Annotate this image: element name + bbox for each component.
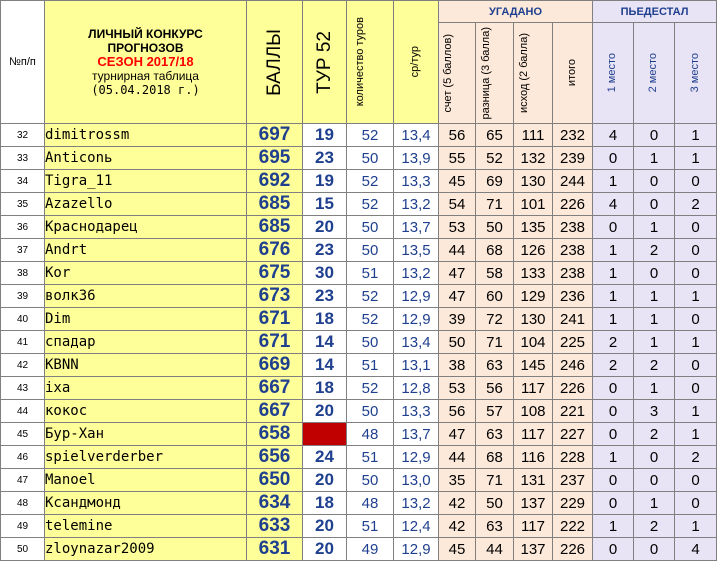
points-value: 667 [247,400,303,423]
guessed-diff: 71 [476,193,514,216]
round-points: 19 [303,124,347,147]
row-number: 32 [1,124,45,147]
guessed-score: 44 [439,239,476,262]
guessed-total: 226 [553,377,593,400]
place1-count: 0 [593,492,634,515]
guessed-score: 53 [439,216,476,239]
guessed-outcome: 104 [514,331,553,354]
tours-count: 50 [347,147,394,170]
guessed-diff: 52 [476,147,514,170]
table-row [1,538,717,561]
round-points [303,423,347,446]
place3-header [675,23,717,124]
participant-name: KBNN [45,354,247,377]
place1-header [593,23,634,124]
table-row [1,377,717,400]
guessed-score: 47 [439,423,476,446]
points-value: 631 [247,538,303,561]
tours-count: 50 [347,469,394,492]
guessed-score: 45 [439,538,476,561]
guessed-total: 222 [553,515,593,538]
guessed-outcome: 137 [514,538,553,561]
guessed-total: 239 [553,147,593,170]
place3-count: 0 [675,308,717,331]
guessed-diff: 68 [476,446,514,469]
place1-count: 0 [593,147,634,170]
round-points: 20 [303,538,347,561]
guessed-score: 44 [439,446,476,469]
participant-name: Dim [45,308,247,331]
guessed-outcome: 117 [514,377,553,400]
row-number: 41 [1,331,45,354]
points-header-label: БАЛЛЫ [263,28,285,96]
round-points: 18 [303,308,347,331]
place3-count: 0 [675,354,717,377]
participant-name: zloynazar2009 [45,538,247,561]
avg-per-tour: 13,3 [394,170,439,193]
round-header [303,1,347,124]
place3-count: 2 [675,446,717,469]
avg-per-tour: 12,9 [394,446,439,469]
total-header-label: итого [565,59,578,87]
guessed-outcome: 116 [514,446,553,469]
guessed-outcome: 117 [514,423,553,446]
place3-header-label: 3 место [688,53,701,93]
points-value: 685 [247,216,303,239]
avg-per-tour: 13,1 [394,354,439,377]
place2-count: 0 [634,469,675,492]
table-row [1,147,717,170]
guessed-diff: 57 [476,400,514,423]
round-points: 20 [303,469,347,492]
round-points: 18 [303,377,347,400]
row-number: 50 [1,538,45,561]
place2-count: 1 [634,147,675,170]
round-points: 24 [303,446,347,469]
diff-header-label: разница (3 балла) [479,26,492,120]
table-row [1,285,717,308]
place1-header-label: 1 место [606,53,619,93]
guessed-score: 50 [439,331,476,354]
row-number: 35 [1,193,45,216]
place1-count: 1 [593,262,634,285]
place2-count: 0 [634,170,675,193]
row-number: 44 [1,400,45,423]
row-number: 39 [1,285,45,308]
row-number: 48 [1,492,45,515]
avg-per-tour: 13,5 [394,239,439,262]
outcome-header [514,23,553,124]
place3-count: 1 [675,147,717,170]
place3-count: 0 [675,469,717,492]
table-row [1,469,717,492]
round-points: 15 [303,193,347,216]
place2-count: 1 [634,331,675,354]
place2-count: 0 [634,124,675,147]
place2-count: 3 [634,400,675,423]
guessed-total: 221 [553,400,593,423]
avg-per-tour: 12,9 [394,538,439,561]
place1-count: 0 [593,538,634,561]
avg-per-tour: 12,4 [394,515,439,538]
tours-count: 52 [347,124,394,147]
place2-count: 1 [634,308,675,331]
participant-name: spielverderber [45,446,247,469]
place1-count: 0 [593,400,634,423]
tours-count-header [347,1,394,124]
tours-count: 50 [347,331,394,354]
points-header [247,1,303,124]
table-body [1,124,717,561]
participant-name: волк36 [45,285,247,308]
participant-name: Tigra_11 [45,170,247,193]
points-value: 685 [247,193,303,216]
outcome-header-label: исход (2 балла) [518,33,530,113]
title-line-2: ПРОГНОЗОВ [107,41,184,55]
tours-count-header-label: количество туров [354,17,366,107]
participant-name: Бур-Хан [45,423,247,446]
place1-count: 1 [593,285,634,308]
round-points: 14 [303,331,347,354]
place1-count: 1 [593,308,634,331]
tours-count: 50 [347,239,394,262]
avg-per-tour: 13,0 [394,469,439,492]
points-value: 669 [247,354,303,377]
guessed-diff: 65 [476,124,514,147]
avg-per-tour: 13,2 [394,492,439,515]
guessed-score: 55 [439,147,476,170]
row-number: 42 [1,354,45,377]
round-points: 20 [303,515,347,538]
guessed-diff: 58 [476,262,514,285]
table-row [1,492,717,515]
place3-count: 0 [675,262,717,285]
guessed-total: 238 [553,239,593,262]
title-line-1: ЛИЧНЫЙ КОНКУРС [88,27,203,41]
guessed-score: 47 [439,262,476,285]
round-points: 18 [303,492,347,515]
round-points: 20 [303,400,347,423]
participant-name: ixa [45,377,247,400]
points-value: 676 [247,239,303,262]
guessed-outcome: 129 [514,285,553,308]
points-value: 656 [247,446,303,469]
points-value: 675 [247,262,303,285]
points-value: 692 [247,170,303,193]
points-value: 671 [247,331,303,354]
guessed-outcome: 130 [514,308,553,331]
row-number: 47 [1,469,45,492]
num-header: №п/п [1,1,45,124]
avg-per-tour: 13,7 [394,216,439,239]
avg-per-tour: 12,9 [394,308,439,331]
header-row-1 [1,1,717,23]
tours-count: 51 [347,446,394,469]
points-value: 695 [247,147,303,170]
subtitle: турнирная таблица [92,69,199,83]
participant-name: Manoel [45,469,247,492]
guessed-outcome: 117 [514,515,553,538]
guessed-diff: 56 [476,377,514,400]
guessed-outcome: 135 [514,216,553,239]
guessed-diff: 63 [476,515,514,538]
guessed-score: 56 [439,400,476,423]
guessed-diff: 50 [476,492,514,515]
tours-count: 49 [347,538,394,561]
place3-count: 1 [675,124,717,147]
place1-count: 0 [593,423,634,446]
place3-count: 1 [675,331,717,354]
participant-name: Краснодарец [45,216,247,239]
guessed-outcome: 101 [514,193,553,216]
place2-count: 0 [634,262,675,285]
round-points: 23 [303,285,347,308]
row-number: 34 [1,170,45,193]
diff-header [476,23,514,124]
score-header-label: счет (5 баллов) [442,33,454,113]
guessed-score: 53 [439,377,476,400]
table-row [1,515,717,538]
avg-per-tour: 13,7 [394,423,439,446]
guessed-diff: 72 [476,308,514,331]
participant-name: спадар [45,331,247,354]
table-row [1,193,717,216]
table-date: (05.04.2018 г.) [91,83,200,97]
guessed-diff: 50 [476,216,514,239]
table-row [1,124,717,147]
guessed-score: 56 [439,124,476,147]
place3-count: 2 [675,193,717,216]
place3-count: 1 [675,400,717,423]
points-value: 671 [247,308,303,331]
table-row [1,170,717,193]
participant-name: Kor [45,262,247,285]
place1-count: 2 [593,331,634,354]
avg-per-tour: 13,2 [394,262,439,285]
place2-count: 1 [634,285,675,308]
table-row [1,262,717,285]
points-value: 633 [247,515,303,538]
guessed-outcome: 133 [514,262,553,285]
guessed-outcome: 137 [514,492,553,515]
place1-count: 1 [593,170,634,193]
place3-count: 1 [675,285,717,308]
guessed-total: 236 [553,285,593,308]
guessed-score: 42 [439,492,476,515]
place1-count: 2 [593,354,634,377]
guessed-total: 226 [553,193,593,216]
row-number: 40 [1,308,45,331]
place3-count: 1 [675,515,717,538]
place1-count: 4 [593,124,634,147]
place2-count: 2 [634,354,675,377]
guessed-total: 244 [553,170,593,193]
participant-name: Ксандмонд [45,492,247,515]
guessed-diff: 63 [476,354,514,377]
guessed-outcome: 126 [514,239,553,262]
guessed-diff: 63 [476,423,514,446]
points-value: 667 [247,377,303,400]
guessed-outcome: 131 [514,469,553,492]
guessed-total: 225 [553,331,593,354]
place3-count: 0 [675,377,717,400]
guessed-total: 232 [553,124,593,147]
place3-count: 4 [675,538,717,561]
participant-name: dimitrossm [45,124,247,147]
avg-per-tour: 13,3 [394,400,439,423]
tours-count: 51 [347,262,394,285]
guessed-total: 237 [553,469,593,492]
tours-count: 52 [347,285,394,308]
place1-count: 1 [593,446,634,469]
place1-count: 1 [593,239,634,262]
guessed-outcome: 130 [514,170,553,193]
guessed-score: 38 [439,354,476,377]
avg-per-tour: 13,9 [394,147,439,170]
place1-count: 0 [593,216,634,239]
participant-name: Anticonь [45,147,247,170]
guessed-outcome: 145 [514,354,553,377]
tours-count: 52 [347,170,394,193]
participant-name: кокос [45,400,247,423]
guessed-score: 54 [439,193,476,216]
place2-count: 2 [634,423,675,446]
place2-count: 1 [634,377,675,400]
place3-count: 0 [675,239,717,262]
avg-per-tour: 13,2 [394,193,439,216]
guessed-total: 229 [553,492,593,515]
guessed-total: 228 [553,446,593,469]
guessed-score: 42 [439,515,476,538]
guessed-total: 226 [553,538,593,561]
guessed-diff: 69 [476,170,514,193]
participant-name: telemine [45,515,247,538]
tours-count: 51 [347,515,394,538]
place2-count: 0 [634,538,675,561]
participant-name: Andrt [45,239,247,262]
table-row [1,216,717,239]
guessed-score: 45 [439,170,476,193]
place1-count: 0 [593,377,634,400]
row-number: 37 [1,239,45,262]
points-value: 673 [247,285,303,308]
guessed-outcome: 132 [514,147,553,170]
table-row [1,239,717,262]
row-number: 45 [1,423,45,446]
place3-count: 0 [675,492,717,515]
round-header-label: ТУР 52 [313,30,335,94]
avg-header [394,1,439,124]
place3-count: 0 [675,170,717,193]
avg-per-tour: 12,8 [394,377,439,400]
podium-group-header: ПЬЕДЕСТАЛ [593,1,717,23]
table-row [1,423,717,446]
avg-per-tour: 13,4 [394,331,439,354]
guessed-score: 47 [439,285,476,308]
total-header [553,23,593,124]
place2-count: 2 [634,239,675,262]
place1-count: 0 [593,469,634,492]
row-number: 38 [1,262,45,285]
tours-count: 48 [347,492,394,515]
season-title: СЕЗОН 2017/18 [97,54,194,69]
guessed-total: 241 [553,308,593,331]
place2-count: 2 [634,515,675,538]
row-number: 46 [1,446,45,469]
guessed-outcome: 108 [514,400,553,423]
points-value: 697 [247,124,303,147]
guessed-group-header: УГАДАНО [439,1,593,23]
guessed-diff: 60 [476,285,514,308]
row-number: 43 [1,377,45,400]
guessed-total: 246 [553,354,593,377]
tours-count: 52 [347,308,394,331]
place2-count: 0 [634,446,675,469]
table-row [1,354,717,377]
row-number: 36 [1,216,45,239]
points-value: 650 [247,469,303,492]
round-points: 23 [303,147,347,170]
score-header [439,23,476,124]
guessed-diff: 71 [476,331,514,354]
place3-count: 1 [675,423,717,446]
table-row [1,308,717,331]
place1-count: 1 [593,515,634,538]
guessed-total: 238 [553,262,593,285]
points-value: 634 [247,492,303,515]
table-row [1,446,717,469]
tours-count: 48 [347,423,394,446]
place2-header [634,23,675,124]
tours-count: 50 [347,400,394,423]
guessed-total: 227 [553,423,593,446]
round-points: 19 [303,170,347,193]
avg-per-tour: 12,9 [394,285,439,308]
guessed-score: 39 [439,308,476,331]
guessed-total: 238 [553,216,593,239]
title-block [45,1,247,124]
avg-per-tour: 13,4 [394,124,439,147]
tours-count: 50 [347,216,394,239]
round-points: 20 [303,216,347,239]
tours-count: 52 [347,377,394,400]
table-row [1,400,717,423]
round-points: 14 [303,354,347,377]
guessed-diff: 71 [476,469,514,492]
place2-count: 1 [634,216,675,239]
guessed-outcome: 111 [514,124,553,147]
guessed-diff: 44 [476,538,514,561]
points-value: 658 [247,423,303,446]
place2-count: 1 [634,492,675,515]
place2-header-label: 2 место [647,53,660,93]
table-row [1,331,717,354]
row-number: 33 [1,147,45,170]
guessed-diff: 68 [476,239,514,262]
place1-count: 4 [593,193,634,216]
guessed-score: 35 [439,469,476,492]
row-number: 49 [1,515,45,538]
participant-name: Azazello [45,193,247,216]
place2-count: 0 [634,193,675,216]
tours-count: 51 [347,354,394,377]
place3-count: 0 [675,216,717,239]
avg-header-label: ср/тур [409,46,422,78]
tours-count: 52 [347,193,394,216]
round-points: 30 [303,262,347,285]
round-points: 23 [303,239,347,262]
